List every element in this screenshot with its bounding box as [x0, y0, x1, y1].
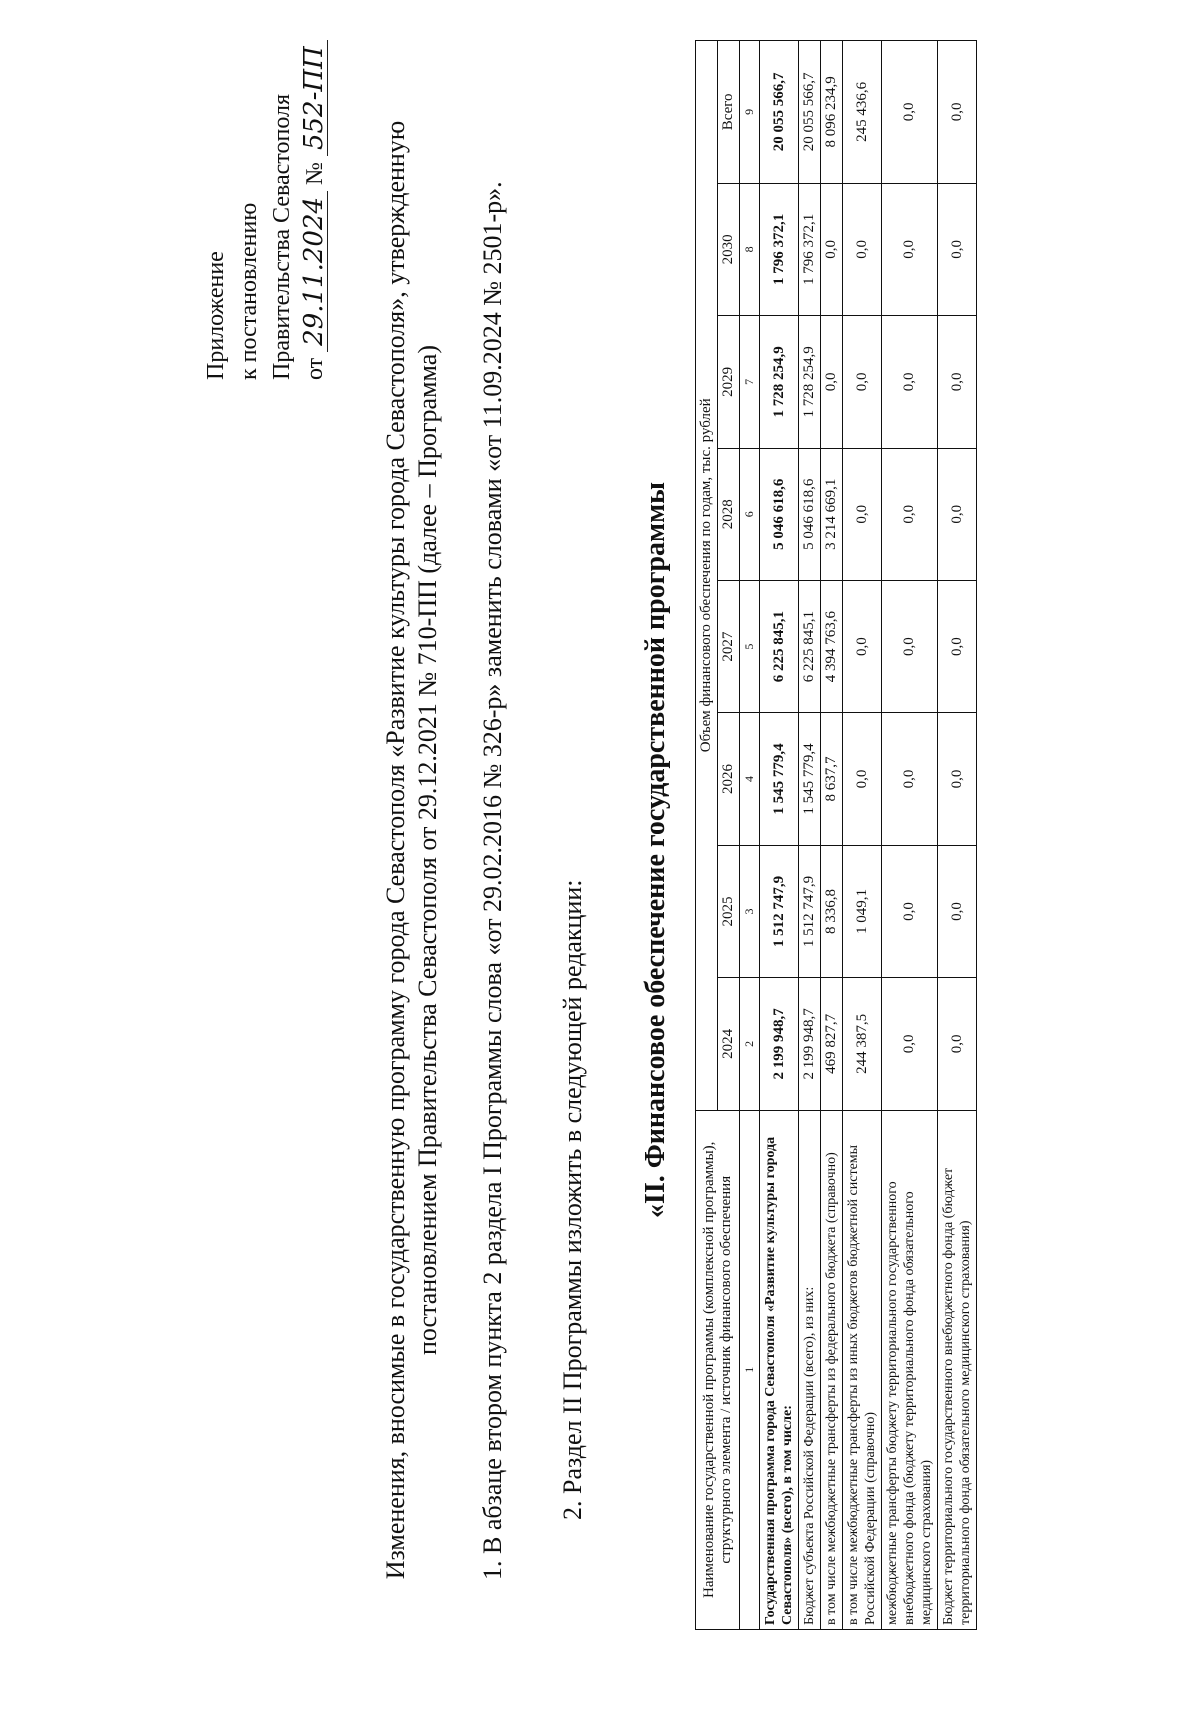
handwritten-date: 29.11.2024 [301, 191, 328, 352]
row-value: 1 796 372,1 [760, 183, 799, 315]
appendix-date-line [299, 20, 332, 380]
table-row [799, 41, 821, 1630]
row-value: 0,0 [938, 580, 977, 712]
row-value: 0,0 [821, 316, 843, 448]
name-column-header: Наименование государственной программы (комплексной программы), структурного элемента / источник финансового обеспечения [696, 1110, 740, 1629]
row-value: 0,0 [882, 978, 938, 1110]
row-name: в том числе межбюджетные трансферты из федерального бюджета (справочно) [821, 1110, 843, 1629]
appendix-line-1: Приложение [203, 251, 229, 380]
table-row [821, 41, 843, 1630]
column-number: 6 [740, 448, 760, 580]
row-value: 0,0 [882, 448, 938, 580]
row-value: 1 512 747,9 [799, 845, 821, 977]
row-value: 8 336,8 [821, 845, 843, 977]
year-header: 2027 [718, 580, 740, 712]
column-number: 9 [740, 41, 760, 184]
row-value: 8 637,7 [821, 713, 843, 845]
row-value: 4 394 763,6 [821, 580, 843, 712]
appendix-block [200, 20, 332, 380]
row-name: Государственная программа города Севастополя «Развитие культуры города Севастополя» (всего), в том числе: [760, 1110, 799, 1629]
column-number: 4 [740, 713, 760, 845]
row-value: 0,0 [938, 41, 977, 184]
row-value: 6 225 845,1 [799, 580, 821, 712]
row-value: 0,0 [843, 183, 882, 315]
appendix-line-2: к постановлению [236, 202, 262, 380]
year-header: Всего [718, 41, 740, 184]
row-name: Бюджет территориального государственного внебюджетного фонда (бюджет территориального фонда обязательного медицинского страхования) [938, 1110, 977, 1629]
row-value: 0,0 [938, 978, 977, 1110]
row-value: 0,0 [938, 713, 977, 845]
section-title: «II. Финансовое обеспечение государственной программы [640, 481, 671, 1219]
row-value: 0,0 [843, 580, 882, 712]
from-label: от [302, 357, 328, 380]
year-header: 2029 [718, 316, 740, 448]
year-header: 2028 [718, 448, 740, 580]
column-number: 2 [740, 978, 760, 1110]
row-value: 0,0 [938, 448, 977, 580]
row-value: 0,0 [843, 316, 882, 448]
row-value: 2 199 948,7 [799, 978, 821, 1110]
column-number: 8 [740, 183, 760, 315]
column-number: 3 [740, 845, 760, 977]
row-value: 0,0 [843, 448, 882, 580]
row-value: 0,0 [882, 713, 938, 845]
year-header: 2026 [718, 713, 740, 845]
row-value: 244 387,5 [843, 978, 882, 1110]
row-name: межбюджетные трансферты бюджету территориального государственного внебюджетного фонда (бюджету территориального фонда обязательного медицинского страхования) [882, 1110, 938, 1629]
row-value: 0,0 [843, 713, 882, 845]
row-value: 2 199 948,7 [760, 978, 799, 1110]
year-header: 2024 [718, 978, 740, 1110]
table-body [760, 41, 977, 1630]
row-name: в том числе межбюджетные трансферты из иных бюджетов бюджетной системы Российской Федерации (справочно) [843, 1110, 882, 1629]
row-value: 6 225 845,1 [760, 580, 799, 712]
row-value: 3 214 669,1 [821, 448, 843, 580]
paragraph-2: 2. Раздел II Программы изложить в следующей редакции: [558, 879, 587, 1520]
row-value: 0,0 [821, 183, 843, 315]
table-row [760, 41, 799, 1630]
row-value: 245 436,6 [843, 41, 882, 184]
financing-table [695, 40, 977, 1630]
row-value: 0,0 [938, 316, 977, 448]
year-header: 2025 [718, 845, 740, 977]
row-value: 1 545 779,4 [760, 713, 799, 845]
column-number: 1 [740, 1110, 760, 1629]
row-value: 0,0 [882, 845, 938, 977]
row-name: Бюджет субъекта Российской Федерации (всего), из них: [799, 1110, 821, 1629]
row-value: 0,0 [882, 183, 938, 315]
row-value: 1 728 254,9 [760, 316, 799, 448]
row-value: 8 096 234,9 [821, 41, 843, 184]
row-value: 1 545 779,4 [799, 713, 821, 845]
row-value: 0,0 [938, 845, 977, 977]
number-label: № [302, 162, 328, 185]
row-value: 1 512 747,9 [760, 845, 799, 977]
group-header: Объем финансового обеспечения по годам, тыс. рублей [696, 41, 718, 1111]
row-value: 20 055 566,7 [760, 41, 799, 184]
row-value: 5 046 618,6 [799, 448, 821, 580]
row-value: 1 728 254,9 [799, 316, 821, 448]
column-number: 7 [740, 316, 760, 448]
paragraph-1: 1. В абзаце втором пункта 2 раздела I Программы слова «от 29.02.2016 № 326-р» заменить словами «от 11.09.2024 № 2501-р». [478, 181, 507, 1580]
document-title: Изменения, вносимые в государственную программу города Севастополя «Развитие культуры города Севастополя», утвержденную постановлением Правительства Севастополя от 29.12.2021 № 710-ПП (далее – Программа) [381, 120, 442, 1580]
column-number: 5 [740, 580, 760, 712]
column-numbers-row [740, 41, 760, 1630]
row-value: 1 796 372,1 [799, 183, 821, 315]
row-value: 0,0 [938, 183, 977, 315]
appendix-line-3: Правительства Севастополя [269, 93, 295, 380]
table-row [882, 41, 938, 1630]
handwritten-number: 552-ПП [301, 40, 328, 156]
row-value: 469 827,7 [821, 978, 843, 1110]
row-value: 0,0 [882, 41, 938, 184]
table-row [843, 41, 882, 1630]
table-row [938, 41, 977, 1630]
row-value: 1 049,1 [843, 845, 882, 977]
row-value: 5 046 618,6 [760, 448, 799, 580]
year-header: 2030 [718, 183, 740, 315]
row-value: 0,0 [882, 580, 938, 712]
row-value: 0,0 [882, 316, 938, 448]
row-value: 20 055 566,7 [799, 41, 821, 184]
